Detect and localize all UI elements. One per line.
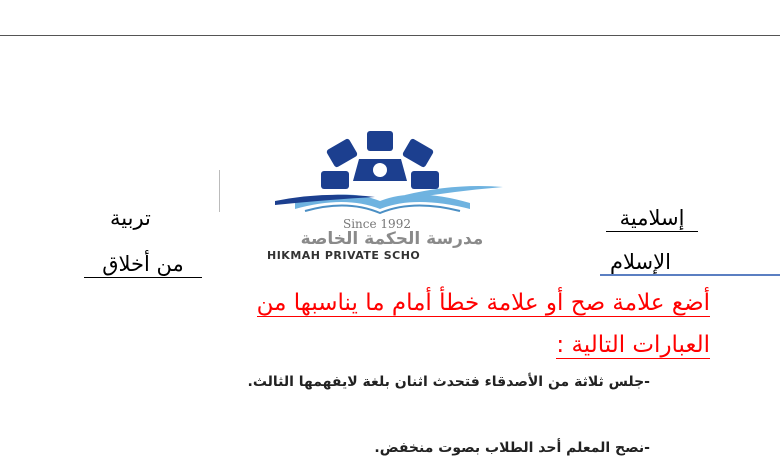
instruction-line2: العبارات التالية : <box>556 332 710 358</box>
logo-english-name: HIKMAH PRIVATE SCHO <box>267 249 421 262</box>
emblem-petal-top <box>367 131 393 151</box>
subject-left-line1: تربية <box>110 206 151 230</box>
emblem-petal-lower-left <box>321 171 349 189</box>
emblem-star-center <box>373 163 387 177</box>
statement-2: -نصح المعلم أحد الطلاب بصوت منخفض. <box>374 440 650 456</box>
subject-left-line2: من أخلاق <box>84 252 202 278</box>
vertical-divider <box>219 170 220 212</box>
school-emblem-icon <box>255 125 527 225</box>
subject-right-line1: إسلامية <box>606 206 698 232</box>
emblem-petal-lower-right <box>411 171 439 189</box>
emblem-petal-left <box>326 138 359 168</box>
school-logo <box>255 125 527 265</box>
blue-divider <box>600 274 780 276</box>
emblem-petal-right <box>402 138 435 168</box>
logo-arabic-name: مدرسة الحكمة الخاصة <box>300 229 484 249</box>
instruction-block <box>150 286 710 362</box>
instruction-line1: أضع علامة صح أو علامة خطأ أمام ما يناسبها من <box>256 290 710 316</box>
subject-right-line2: الإسلام <box>610 250 671 274</box>
top-divider <box>0 35 780 36</box>
logo-since-text: Since 1992 <box>343 217 411 231</box>
statement-1: -جلس ثلاثة من الأصدقاء فتحدث اثنان بلغة لايفهمها الثالث. <box>247 374 650 390</box>
